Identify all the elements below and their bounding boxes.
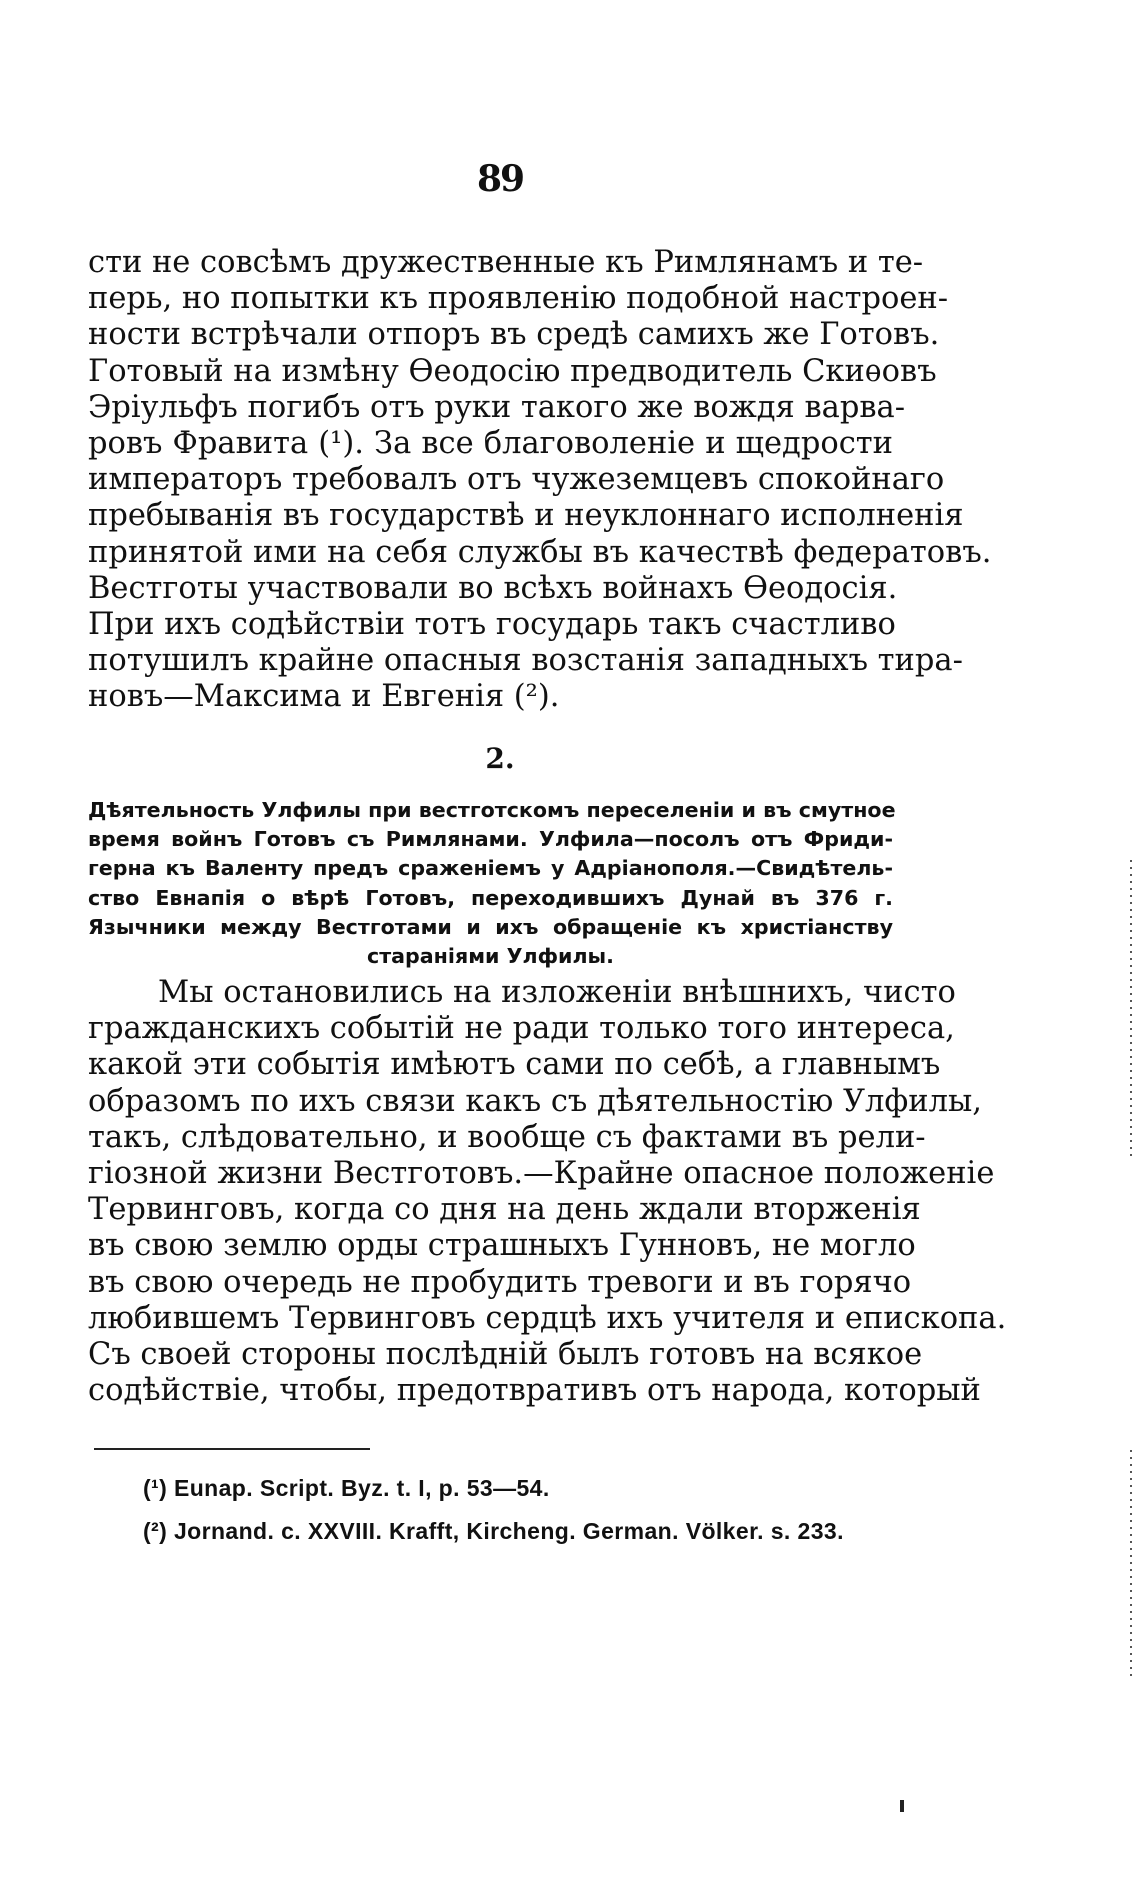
text-line: принятой ими на себя службы въ качествѣ федератовъ. [88, 534, 992, 570]
text-line: Тервинговъ, когда со дня на день ждали вторженія [88, 1192, 921, 1228]
scan-margin-mark [1130, 1450, 1132, 1680]
text-line: перь, но попытки къ проявленію подобной настроен- [88, 281, 949, 317]
summary-line: герна къ Валенту предъ сраженіемъ у Адріанополя.—Свидѣтель- [88, 856, 893, 881]
text-line: въ свою землю орды страшныхъ Гунновъ, не могло [88, 1228, 916, 1264]
text-line: Съ своей стороны послѣдній былъ готовъ на всякое [88, 1336, 923, 1372]
text-line: любившемъ Тервинговъ сердцѣ ихъ учителя и епископа. [88, 1300, 1007, 1336]
summary-line: Язычники между Вестготами и ихъ обращеніе къ христіанству [88, 914, 893, 939]
text-line: гражданскихъ событій не ради только того интереса, [88, 1011, 955, 1047]
text-line: новъ—Максима и Евгенія (²). [88, 679, 560, 715]
summary-line: стараніями Улфилы. [367, 943, 614, 968]
summary-line: Дѣятельность Улфилы при вестготскомъ переселеніи и въ смутное [88, 798, 896, 822]
text-line: императоръ требовалъ отъ чужеземцевъ спокойнаго [88, 462, 945, 498]
summary-line: время войнъ Готовъ съ Римлянами. Улфила—посолъ отъ Фриди- [88, 827, 893, 852]
paragraph-2 [88, 975, 1007, 1409]
footnote: (¹) Eunap. Script. Byz. t. I, p. 53—54. [143, 1475, 550, 1501]
text-line: сти не совсѣмъ дружественные къ Римлянамъ и те- [88, 245, 924, 280]
text-line: Готовый на измѣну Ѳеодосію предводитель Скиѳовъ [88, 353, 937, 389]
text-line: Вестготы участвовали во всѣхъ войнахъ Ѳеодосія. [88, 570, 898, 606]
footnote-divider [94, 1448, 370, 1450]
text-line: содѣйствіе, чтобы, предотвративъ отъ народа, который [88, 1373, 981, 1409]
scan-margin-mark [1130, 860, 1132, 1160]
text-line: образомъ по ихъ связи какъ съ дѣятельностію Улфилы, [88, 1083, 982, 1119]
section-number: 2. [485, 742, 515, 775]
text-line: потушилъ крайне опасныя возстанія западныхъ тира- [88, 643, 963, 679]
text-line: Эріульфъ погибъ отъ руки такого же вождя варва- [88, 389, 906, 425]
text-line: въ свою очередь не пробудить тревоги и въ горячо [88, 1264, 912, 1300]
text-line: Мы остановились на изложеніи внѣшнихъ, чисто [158, 975, 956, 1010]
text-line: гіозной жизни Вестготовъ.—Крайне опасное положеніе [88, 1155, 995, 1191]
text-line: такъ, слѣдовательно, и вообще съ фактами въ рели- [88, 1119, 926, 1155]
page-number: 89 [476, 158, 524, 200]
scan-speck [900, 1800, 904, 1812]
text-line: При ихъ содѣйствіи тотъ государь такъ счастливо [88, 606, 896, 642]
text-line: какой эти событія имѣютъ сами по себѣ, а главнымъ [88, 1047, 941, 1083]
text-line: ровъ Фравита (¹). За все благоволеніе и щедрости [88, 425, 893, 461]
summary-line: ство Евнапія о вѣрѣ Готовъ, переходившихъ Дунай въ 376 г. [88, 885, 893, 910]
text-line: ности встрѣчали отпоръ въ средѣ самихъ же Готовъ. [88, 317, 940, 353]
paragraph-1 [88, 245, 992, 715]
text-line: пребыванія въ государствѣ и неуклоннаго исполненія [88, 498, 964, 534]
footnote: (²) Jornand. c. XXVIII. Krafft, Kircheng. German. Völker. s. 233. [143, 1518, 844, 1544]
section-summary [88, 796, 896, 971]
